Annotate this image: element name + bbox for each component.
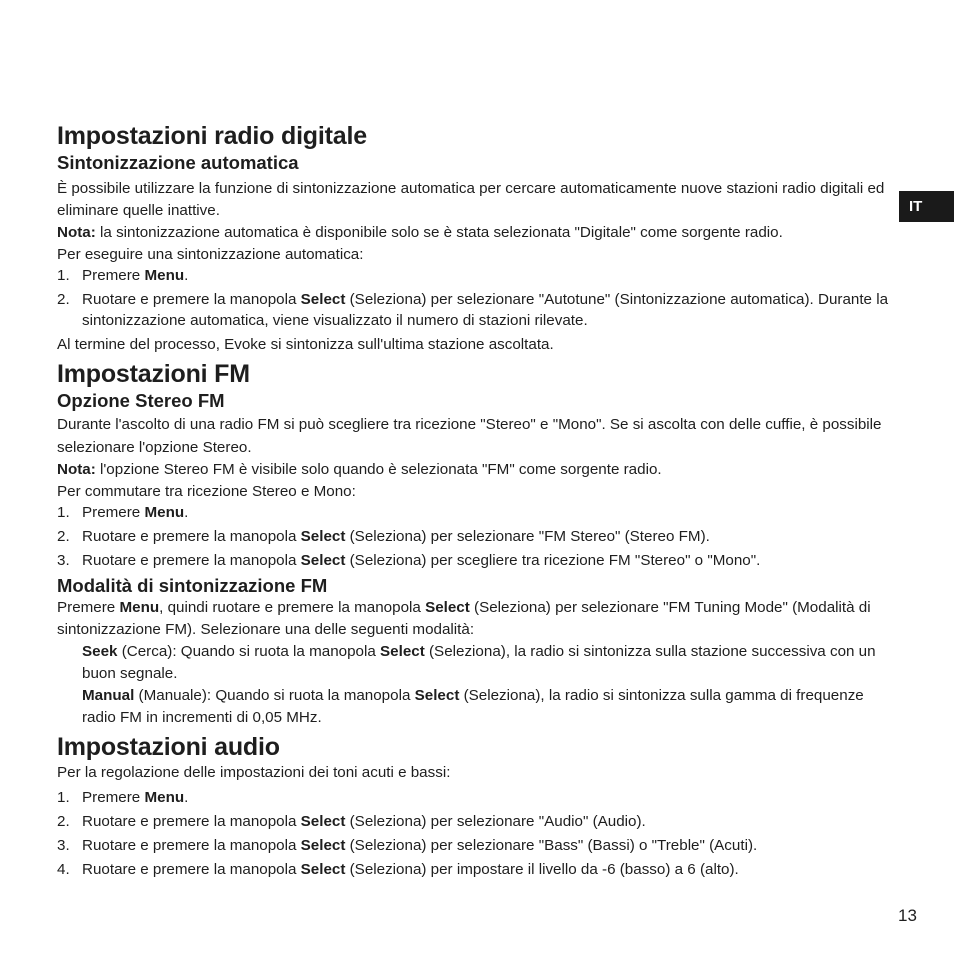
step-bold: Select: [300, 813, 346, 830]
step-number: 3.: [57, 552, 70, 569]
step-number: 4.: [57, 861, 70, 878]
step-bold: Menu: [144, 789, 185, 806]
paragraph: [57, 597, 897, 641]
page-content: [57, 122, 897, 883]
note-label: Nota:: [57, 224, 96, 241]
bold-text: Select: [425, 599, 470, 616]
list-item: [57, 265, 897, 286]
step-text: (Seleziona) per scegliere tra ricezione FM "Stereo" o "Mono".: [345, 552, 761, 569]
step-bold: Select: [300, 528, 346, 545]
step-bold: Menu: [144, 267, 185, 284]
section-title-fm: Impostazioni FM: [57, 360, 250, 388]
note-text: la sintonizzazione automatica è disponibile solo se è stata selezionata "Digitale" come sorgente radio.: [95, 224, 783, 241]
list-item: [57, 526, 897, 547]
paragraph: Durante l'ascolto di una radio FM si può scegliere tra ricezione "Stereo" e "Mono". Se si ascolta con delle cuffie, è possibile selezionare l'opzione Stereo.: [57, 416, 882, 456]
bold-text: Menu: [119, 599, 160, 616]
steps-list: [57, 787, 897, 880]
list-item: [57, 787, 897, 808]
page-number: 13: [898, 906, 917, 925]
step-number: 1.: [57, 267, 70, 284]
note: [57, 222, 897, 244]
list-item: [57, 811, 897, 832]
step-text: Premere: [82, 504, 145, 521]
paragraph: Per commutare tra ricezione Stereo e Mono:: [57, 483, 356, 500]
step-text: Ruotare e premere la manopola: [82, 837, 301, 854]
paragraph: Al termine del processo, Evoke si sintonizza sull'ultima stazione ascoltata.: [57, 336, 554, 353]
list-item: [57, 550, 897, 571]
step-text: Ruotare e premere la manopola: [82, 291, 301, 308]
list-item: [57, 289, 897, 331]
step-number: 3.: [57, 837, 70, 854]
step-text: Ruotare e premere la manopola: [82, 552, 301, 569]
step-bold: Menu: [144, 504, 185, 521]
mode-label: Seek: [82, 643, 118, 660]
step-text: Ruotare e premere la manopola: [82, 861, 301, 878]
list-item: [57, 859, 897, 880]
step-text: (Seleziona) per selezionare "Bass" (Bassi) o "Treble" (Acuti).: [345, 837, 758, 854]
mode-label: Manual: [82, 687, 135, 704]
step-text: Premere: [82, 267, 145, 284]
list-item: [57, 502, 897, 523]
step-number: 2.: [57, 291, 70, 308]
step-number: 2.: [57, 528, 70, 545]
bold-text: Select: [380, 643, 425, 660]
step-number: 1.: [57, 504, 70, 521]
step-text: (Seleziona) per selezionare "Audio" (Audio).: [345, 813, 646, 830]
text: Premere: [57, 599, 120, 616]
mode-manual: [57, 685, 897, 729]
subtitle-autotune: Sintonizzazione automatica: [57, 152, 299, 173]
note-text: l'opzione Stereo FM è visibile solo quando è selezionata "FM" come sorgente radio.: [95, 461, 662, 478]
text: (Cerca): Quando si ruota la manopola: [117, 643, 381, 660]
text: (Seleziona), la radio si sintonizza sulla gamma di frequenze radio FM in incrementi di 0,05 MHz.: [82, 687, 864, 726]
step-text: Ruotare e premere la manopola: [82, 813, 301, 830]
paragraph: È possibile utilizzare la funzione di sintonizzazione automatica per cercare automaticamente nuove stazioni radio digitali ed eliminare quelle inattive.: [57, 180, 885, 219]
text: (Manuale): Quando si ruota la manopola: [134, 687, 415, 704]
paragraph: Per la regolazione delle impostazioni dei toni acuti e bassi:: [57, 764, 451, 781]
list-item: [57, 835, 897, 856]
step-text: (Seleziona) per impostare il livello da -6 (basso) a 6 (alto).: [345, 861, 739, 878]
steps-list: [57, 265, 897, 331]
subtitle-stereo: Opzione Stereo FM: [57, 390, 225, 411]
paragraph: Per eseguire una sintonizzazione automatica:: [57, 246, 364, 263]
note-label: Nota:: [57, 461, 96, 478]
step-number: 2.: [57, 813, 70, 830]
text: , quindi ruotare e premere la manopola: [159, 599, 426, 616]
section-title-digital: Impostazioni radio digitale: [57, 122, 367, 150]
step-bold: Select: [300, 291, 346, 308]
step-text: Premere: [82, 789, 145, 806]
section-title-audio: Impostazioni audio: [57, 733, 280, 761]
note: [57, 459, 897, 481]
step-text: .: [184, 504, 189, 521]
step-bold: Select: [300, 552, 346, 569]
step-text: (Seleziona) per selezionare "FM Stereo" (Stereo FM).: [345, 528, 710, 545]
steps-list: [57, 502, 897, 571]
language-tab: IT: [899, 191, 954, 222]
step-number: 1.: [57, 789, 70, 806]
text: (Seleziona), la radio si sintonizza sulla stazione successiva con un buon segnale.: [82, 643, 876, 682]
step-text: .: [184, 267, 189, 284]
text: (Seleziona) per selezionare "FM Tuning Mode" (Modalità di sintonizzazione FM). Selezionare una delle seguenti modalità:: [57, 599, 871, 638]
subtitle-tuning-mode: Modalità di sintonizzazione FM: [57, 575, 328, 596]
mode-seek: [57, 641, 897, 685]
step-text: (Seleziona) per selezionare "Autotune" (Sintonizzazione automatica). Durante la sintonizzazione automatica, viene visualizzato il numero di stazioni rilevate.: [82, 291, 889, 329]
step-bold: Select: [300, 837, 346, 854]
step-bold: Select: [300, 861, 346, 878]
step-text: .: [184, 789, 189, 806]
bold-text: Select: [414, 687, 460, 704]
step-text: Ruotare e premere la manopola: [82, 528, 301, 545]
